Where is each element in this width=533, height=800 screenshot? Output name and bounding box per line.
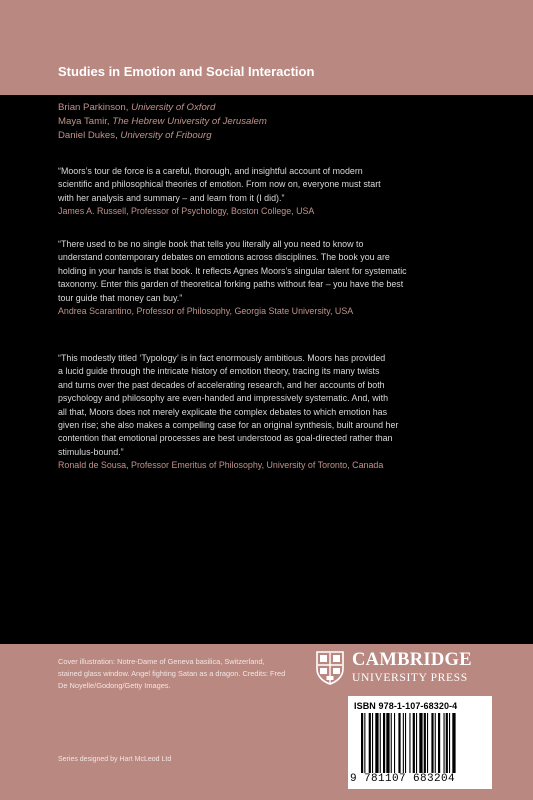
endorsement-text xyxy=(58,238,503,305)
editor-line xyxy=(58,129,498,143)
barcode-bar xyxy=(424,713,426,773)
endorsement-scarantino xyxy=(58,238,503,318)
editor-line xyxy=(58,115,498,129)
barcode-bar xyxy=(419,713,422,773)
endorsement-line: “Moors’s tour de force is a careful, thorough, and insightful account of modern xyxy=(58,166,363,176)
barcode-bar xyxy=(375,713,378,773)
endorsement-attribution: James A. Russell, Professor of Psychology, Boston College, USA xyxy=(58,206,315,217)
editor-name: Brian Parkinson xyxy=(58,102,126,113)
barcode-bar xyxy=(383,713,385,773)
endorsement-line: understand contemporary debates on emotions across disciplines. The book you are xyxy=(58,252,390,263)
series-title: Studies in Emotion and Social Interaction xyxy=(58,64,315,79)
barcode-bar xyxy=(398,713,400,773)
editor-separator: , xyxy=(106,116,113,128)
endorsement-line: stimulus-bound.” xyxy=(58,446,124,457)
editor-line xyxy=(58,101,498,115)
barcode-bar xyxy=(438,713,440,773)
barcode-bar xyxy=(413,713,415,773)
barcode-bar xyxy=(452,713,455,773)
barcode-bar xyxy=(380,713,381,773)
endorsement-russell xyxy=(58,165,503,219)
barcode-bar xyxy=(405,713,406,773)
publisher-name: CAMBRIDGE xyxy=(352,650,472,670)
barcode-bars xyxy=(361,713,486,773)
endorsement-line: psychology and philosophy are even-handed and impressively systematic. And, with xyxy=(58,393,389,404)
barcode-number: 9 781107 683204 xyxy=(350,773,456,785)
editor-name: Daniel Dukes xyxy=(58,130,116,142)
editor-affiliation: University of Oxford xyxy=(131,102,216,113)
endorsement-line: “There used to be no single book that tells you literally all you need to know to xyxy=(58,239,364,249)
series-header-band xyxy=(0,0,533,95)
cover-illustration-credit: Cover illustration: Notre-Dame of Geneva basilica, Switzerland, stained glass window. Angel fighting Satan as a dragon. Credits: Fred De Noyelle/Godong/Getty Images. xyxy=(58,657,286,690)
publisher-subtitle: UNIVERSITY PRESS xyxy=(352,671,468,684)
series-editors xyxy=(58,101,498,144)
series-design-credit: Series designed by Hart McLeod Ltd xyxy=(58,756,172,763)
barcode-bar xyxy=(394,713,395,773)
barcode-bar xyxy=(449,713,450,773)
endorsement-text xyxy=(58,165,503,205)
barcode-bar xyxy=(386,713,389,773)
endorsement-line: a lucid guide through the intricate history of emotion theory, tracing its many twists xyxy=(58,366,380,377)
endorsement-line: given rise; she also makes a compelling case for an original synthesis, built around her xyxy=(58,420,399,431)
isbn-barcode xyxy=(348,696,492,789)
endorsement-attribution: Andrea Scarantino, Professor of Philosophy, Georgia State University, USA xyxy=(58,306,354,317)
barcode-bar xyxy=(416,713,417,773)
barcode-bar xyxy=(431,713,433,773)
isbn-label: ISBN 978-1-107-68320-4 xyxy=(354,701,458,711)
endorsement-line: “This modestly titled ‘Typology’ is in fact enormously ambitious. Moors has provided xyxy=(58,353,386,363)
cambridge-logo xyxy=(316,649,491,689)
barcode-bar xyxy=(361,713,363,773)
barcode-bar xyxy=(435,713,436,773)
editor-affiliation: The Hebrew University of Jerusalem xyxy=(112,116,267,128)
endorsement-line: taxonomy. Enter this garden of theoretical forking paths without fear – you have the best xyxy=(58,279,404,290)
barcode-bar xyxy=(427,713,428,773)
barcode-bar xyxy=(372,713,373,773)
endorsement-line: tour guide that money can buy.” xyxy=(58,292,183,303)
barcode-bar xyxy=(364,713,365,773)
barcode-bar xyxy=(444,713,445,773)
barcode-bar xyxy=(369,713,371,773)
barcode-bar xyxy=(409,713,410,773)
shield-crest-icon xyxy=(316,651,344,685)
barcode-bar xyxy=(391,713,392,773)
editor-affiliation: University of Fribourg xyxy=(120,130,212,142)
endorsement-attribution: Ronald de Sousa, Professor Emeritus of Philosophy, University of Toronto, Canada xyxy=(58,460,384,471)
editor-separator: , xyxy=(125,102,132,113)
endorsement-line: scientific and philosophical theories of emotion. From now on, everyone must start xyxy=(58,179,381,190)
endorsement-de-sousa xyxy=(58,352,503,473)
endorsement-line: with her analysis and summary – and learn from it (I did).” xyxy=(58,192,285,203)
editor-separator: , xyxy=(115,130,121,142)
endorsement-line: all that, Moors does not merely explicate the complex debates to which emotion has xyxy=(58,406,388,417)
endorsement-line: holding in your hands is that book. It reflects Agnes Moors’s singular talent for systematic xyxy=(58,265,407,276)
barcode-bar xyxy=(403,713,404,773)
barcode-bar xyxy=(446,713,448,773)
endorsement-line: contention that emotional processes are best understood as goal-directed rather than xyxy=(58,433,393,444)
endorsement-line: and turns over the past decades of accelerating research, and her accounts of both xyxy=(58,379,385,390)
publisher-wordmark xyxy=(352,650,492,685)
editor-name: Maya Tamir xyxy=(58,116,107,128)
endorsement-text xyxy=(58,352,503,459)
